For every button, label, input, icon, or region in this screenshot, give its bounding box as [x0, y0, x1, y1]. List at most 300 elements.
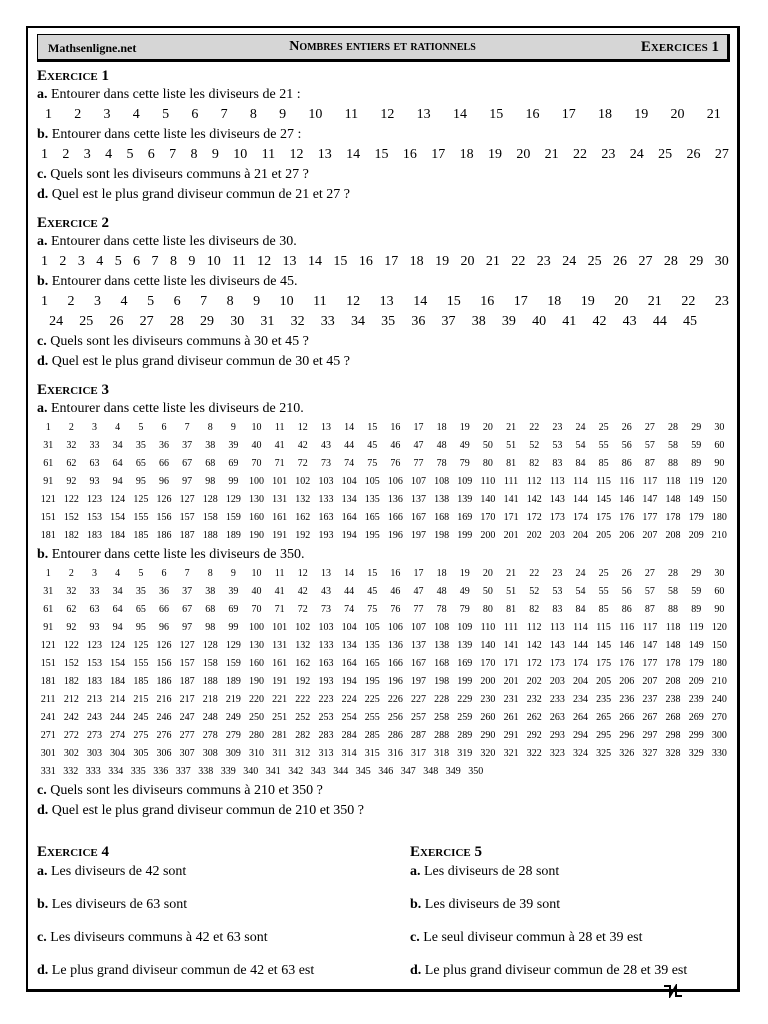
list-number[interactable]: 43 [320, 440, 331, 451]
list-number[interactable]: 105 [364, 622, 380, 633]
list-number[interactable]: 175 [596, 512, 612, 523]
list-number[interactable]: 77 [413, 458, 424, 469]
list-number[interactable]: 208 [665, 676, 681, 687]
list-number[interactable]: 40 [251, 440, 262, 451]
list-number[interactable]: 59 [691, 586, 702, 597]
list-number[interactable]: 223 [318, 694, 334, 705]
list-number[interactable]: 135 [364, 494, 380, 505]
list-number[interactable]: 187 [179, 676, 195, 687]
list-number[interactable]: 70 [251, 458, 262, 469]
list-number[interactable]: 147 [642, 640, 658, 651]
list-number[interactable]: 185 [133, 530, 149, 541]
list-number[interactable]: 52 [529, 440, 540, 451]
list-number[interactable]: 5 [138, 422, 144, 433]
list-number[interactable]: 21 [506, 568, 517, 579]
list-number[interactable]: 324 [572, 748, 588, 759]
list-number[interactable]: 252 [295, 712, 311, 723]
list-number[interactable]: 22 [681, 294, 696, 309]
list-number[interactable]: 174 [572, 658, 588, 669]
list-number[interactable]: 15 [489, 107, 504, 122]
list-number[interactable]: 219 [225, 694, 241, 705]
list-number[interactable]: 233 [549, 694, 565, 705]
list-number[interactable]: 197 [411, 530, 426, 541]
list-number[interactable]: 275 [133, 730, 149, 741]
list-number[interactable]: 322 [526, 748, 542, 759]
list-number[interactable]: 1 [45, 422, 51, 433]
list-number[interactable]: 122 [63, 494, 79, 505]
list-number[interactable]: 38 [205, 586, 216, 597]
list-number[interactable]: 199 [457, 530, 473, 541]
list-number[interactable]: 78 [436, 458, 447, 469]
list-number[interactable]: 48 [436, 586, 447, 597]
list-number[interactable]: 13 [320, 568, 331, 579]
list-number[interactable]: 19 [634, 107, 649, 122]
list-number[interactable]: 5 [126, 147, 134, 162]
list-number[interactable]: 162 [295, 658, 311, 669]
list-number[interactable]: 181 [40, 676, 56, 687]
list-number[interactable]: 23 [601, 147, 616, 162]
list-number[interactable]: 131 [272, 640, 288, 651]
list-number[interactable]: 2 [74, 107, 82, 122]
list-number[interactable]: 45 [367, 586, 378, 597]
list-number[interactable]: 33 [89, 440, 100, 451]
list-number[interactable]: 9 [279, 107, 287, 122]
list-number[interactable]: 93 [89, 476, 100, 487]
list-number[interactable]: 15 [333, 254, 348, 269]
list-number[interactable]: 90 [714, 604, 725, 615]
list-number[interactable]: 8 [190, 147, 198, 162]
list-number[interactable]: 168 [434, 512, 450, 523]
list-number[interactable]: 91 [43, 476, 54, 487]
list-number[interactable]: 19 [435, 254, 450, 269]
list-number[interactable]: 18 [436, 422, 447, 433]
list-number[interactable]: 328 [665, 748, 681, 759]
list-number[interactable]: 37 [182, 440, 193, 451]
list-number[interactable]: 116 [619, 622, 635, 633]
list-number[interactable]: 333 [85, 766, 101, 777]
list-number[interactable]: 42 [592, 314, 607, 329]
list-number[interactable]: 314 [341, 748, 357, 759]
list-number[interactable]: 1 [41, 294, 48, 309]
list-number[interactable]: 125 [133, 640, 149, 651]
list-number[interactable]: 25 [598, 422, 609, 433]
list-number[interactable]: 154 [110, 512, 126, 523]
list-number[interactable]: 212 [63, 694, 79, 705]
list-number[interactable]: 295 [596, 730, 612, 741]
list-number[interactable]: 101 [272, 622, 288, 633]
list-number[interactable]: 90 [714, 458, 725, 469]
list-number[interactable]: 21 [506, 422, 517, 433]
list-number[interactable]: 96 [158, 476, 169, 487]
list-number[interactable]: 161 [272, 512, 288, 523]
list-number[interactable]: 196 [387, 530, 403, 541]
list-number[interactable]: 7 [169, 147, 177, 162]
list-number[interactable]: 97 [182, 622, 193, 633]
list-number[interactable]: 280 [249, 730, 265, 741]
list-number[interactable]: 312 [295, 748, 311, 759]
list-number[interactable]: 257 [411, 712, 426, 723]
list-number[interactable]: 227 [411, 694, 426, 705]
list-number[interactable]: 258 [434, 712, 450, 723]
list-number[interactable]: 19 [459, 568, 470, 579]
list-number[interactable]: 38 [205, 440, 216, 451]
list-number[interactable]: 32 [290, 314, 305, 329]
list-number[interactable]: 13 [379, 294, 394, 309]
list-number[interactable]: 239 [688, 694, 704, 705]
list-number[interactable]: 17 [513, 294, 528, 309]
list-number[interactable]: 133 [318, 640, 334, 651]
list-number[interactable]: 6 [147, 147, 155, 162]
list-number[interactable]: 17 [431, 147, 446, 162]
list-number[interactable]: 11 [344, 107, 359, 122]
list-number[interactable]: 39 [228, 440, 239, 451]
list-number[interactable]: 51 [506, 586, 517, 597]
list-number[interactable]: 191 [272, 676, 288, 687]
list-number[interactable]: 124 [110, 640, 126, 651]
list-number[interactable]: 119 [688, 622, 704, 633]
list-number[interactable]: 40 [251, 586, 262, 597]
list-number[interactable]: 193 [318, 676, 334, 687]
list-number[interactable]: 213 [87, 694, 103, 705]
list-number[interactable]: 134 [341, 640, 357, 651]
list-number[interactable]: 44 [344, 440, 355, 451]
list-number[interactable]: 67 [182, 604, 193, 615]
list-number[interactable]: 344 [333, 766, 349, 777]
list-number[interactable]: 330 [711, 748, 727, 759]
list-number[interactable]: 336 [153, 766, 169, 777]
list-number[interactable]: 65 [135, 604, 146, 615]
list-number[interactable]: 92 [66, 622, 77, 633]
list-number[interactable]: 297 [642, 730, 658, 741]
list-number[interactable]: 166 [387, 658, 403, 669]
list-number[interactable]: 323 [549, 748, 565, 759]
list-number[interactable]: 3 [92, 422, 98, 433]
list-number[interactable]: 350 [468, 766, 484, 777]
list-number[interactable]: 249 [225, 712, 241, 723]
list-number[interactable]: 14 [344, 568, 355, 579]
list-number[interactable]: 337 [175, 766, 191, 777]
list-number[interactable]: 97 [182, 476, 193, 487]
list-number[interactable]: 345 [355, 766, 371, 777]
list-number[interactable]: 189 [225, 530, 241, 541]
list-number[interactable]: 140 [480, 494, 496, 505]
list-number[interactable]: 186 [156, 676, 172, 687]
list-number[interactable]: 71 [274, 458, 285, 469]
list-number[interactable]: 331 [40, 766, 56, 777]
list-number[interactable]: 70 [251, 604, 262, 615]
list-number[interactable]: 35 [381, 314, 396, 329]
list-number[interactable]: 302 [63, 748, 79, 759]
list-number[interactable]: 72 [297, 604, 308, 615]
list-number[interactable]: 138 [434, 494, 450, 505]
list-number[interactable]: 253 [318, 712, 334, 723]
list-number[interactable]: 68 [205, 458, 216, 469]
list-number[interactable]: 137 [411, 494, 426, 505]
list-number[interactable]: 203 [549, 530, 565, 541]
list-number[interactable]: 305 [133, 748, 149, 759]
list-number[interactable]: 21 [485, 254, 500, 269]
list-number[interactable]: 2 [59, 254, 67, 269]
list-number[interactable]: 54 [575, 586, 586, 597]
list-number[interactable]: 184 [110, 676, 126, 687]
list-number[interactable]: 30 [714, 568, 725, 579]
list-number[interactable]: 341 [265, 766, 281, 777]
list-number[interactable]: 139 [457, 640, 473, 651]
list-number[interactable]: 24 [575, 422, 586, 433]
list-number[interactable]: 273 [87, 730, 103, 741]
list-number[interactable]: 20 [614, 294, 629, 309]
list-number[interactable]: 3 [83, 147, 91, 162]
list-number[interactable]: 84 [575, 604, 586, 615]
list-number[interactable]: 157 [179, 512, 195, 523]
list-number[interactable]: 106 [387, 476, 403, 487]
list-number[interactable]: 61 [43, 604, 54, 615]
list-number[interactable]: 149 [688, 494, 704, 505]
list-number[interactable]: 4 [132, 107, 140, 122]
list-number[interactable]: 2 [68, 568, 74, 579]
list-number[interactable]: 9 [230, 422, 236, 433]
list-number[interactable]: 281 [272, 730, 288, 741]
list-number[interactable]: 39 [501, 314, 516, 329]
list-number[interactable]: 193 [318, 530, 334, 541]
list-number[interactable]: 237 [642, 694, 658, 705]
list-number[interactable]: 51 [506, 440, 517, 451]
list-number[interactable]: 150 [711, 640, 727, 651]
list-number[interactable]: 255 [364, 712, 380, 723]
list-number[interactable]: 25 [587, 254, 602, 269]
list-number[interactable]: 88 [668, 458, 679, 469]
list-number[interactable]: 101 [272, 476, 288, 487]
list-number[interactable]: 114 [573, 476, 588, 487]
list-number[interactable]: 327 [642, 748, 658, 759]
list-number[interactable]: 86 [621, 458, 632, 469]
list-number[interactable]: 104 [341, 622, 357, 633]
list-number[interactable]: 340 [243, 766, 259, 777]
list-number[interactable]: 205 [596, 676, 612, 687]
list-number[interactable]: 12 [297, 568, 308, 579]
list-number[interactable]: 306 [156, 748, 172, 759]
list-number[interactable]: 30 [714, 254, 729, 269]
list-number[interactable]: 243 [87, 712, 103, 723]
list-number[interactable]: 205 [596, 530, 612, 541]
list-number[interactable]: 29 [691, 568, 702, 579]
list-number[interactable]: 151 [40, 658, 56, 669]
list-number[interactable]: 54 [575, 440, 586, 451]
list-number[interactable]: 83 [552, 604, 563, 615]
list-number[interactable]: 247 [179, 712, 195, 723]
list-number[interactable]: 52 [529, 586, 540, 597]
list-number[interactable]: 92 [66, 476, 77, 487]
list-number[interactable]: 8 [207, 568, 213, 579]
list-number[interactable]: 160 [249, 512, 265, 523]
list-number[interactable]: 14 [307, 254, 322, 269]
list-number[interactable]: 169 [457, 512, 473, 523]
list-number[interactable]: 270 [711, 712, 727, 723]
list-number[interactable]: 99 [228, 622, 239, 633]
list-number[interactable]: 325 [596, 748, 612, 759]
list-number[interactable]: 199 [457, 676, 473, 687]
list-number[interactable]: 301 [40, 748, 56, 759]
list-number[interactable]: 11 [274, 422, 285, 433]
list-number[interactable]: 126 [156, 494, 172, 505]
list-number[interactable]: 236 [619, 694, 635, 705]
list-number[interactable]: 32 [66, 586, 77, 597]
list-number[interactable]: 296 [619, 730, 635, 741]
list-number[interactable]: 132 [295, 494, 311, 505]
list-number[interactable]: 112 [526, 622, 542, 633]
list-number[interactable]: 28 [668, 568, 679, 579]
list-number[interactable]: 157 [179, 658, 195, 669]
list-number[interactable]: 122 [63, 640, 79, 651]
list-number[interactable]: 93 [89, 622, 100, 633]
list-number[interactable]: 170 [480, 512, 496, 523]
list-number[interactable]: 166 [387, 512, 403, 523]
list-number[interactable]: 298 [665, 730, 681, 741]
list-number[interactable]: 274 [110, 730, 126, 741]
list-number[interactable]: 269 [688, 712, 704, 723]
list-number[interactable]: 272 [63, 730, 79, 741]
list-number[interactable]: 169 [457, 658, 473, 669]
list-number[interactable]: 74 [344, 604, 355, 615]
list-number[interactable]: 141 [503, 640, 519, 651]
list-number[interactable]: 283 [318, 730, 334, 741]
list-number[interactable]: 47 [413, 440, 424, 451]
list-number[interactable]: 245 [133, 712, 149, 723]
list-number[interactable]: 313 [318, 748, 334, 759]
list-number[interactable]: 201 [503, 676, 519, 687]
list-number[interactable]: 202 [526, 676, 542, 687]
list-number[interactable]: 318 [434, 748, 450, 759]
list-number[interactable]: 95 [135, 622, 146, 633]
list-number[interactable]: 71 [274, 604, 285, 615]
list-number[interactable]: 211 [40, 694, 56, 705]
list-number[interactable]: 106 [387, 622, 403, 633]
list-number[interactable]: 81 [506, 458, 517, 469]
list-number[interactable]: 18 [459, 147, 474, 162]
list-number[interactable]: 231 [503, 694, 519, 705]
list-number[interactable]: 61 [43, 458, 54, 469]
list-number[interactable]: 41 [274, 586, 285, 597]
list-number[interactable]: 240 [711, 694, 727, 705]
list-number[interactable]: 76 [390, 604, 401, 615]
list-number[interactable]: 346 [378, 766, 394, 777]
list-number[interactable]: 6 [191, 107, 199, 122]
list-number[interactable]: 120 [711, 622, 727, 633]
list-number[interactable]: 254 [341, 712, 357, 723]
list-number[interactable]: 36 [411, 314, 426, 329]
list-number[interactable]: 348 [423, 766, 439, 777]
list-number[interactable]: 20 [516, 147, 531, 162]
list-number[interactable]: 123 [87, 494, 103, 505]
list-number[interactable]: 18 [547, 294, 562, 309]
list-number[interactable]: 63 [89, 604, 100, 615]
list-number[interactable]: 32 [66, 440, 77, 451]
list-number[interactable]: 15 [374, 147, 389, 162]
list-number[interactable]: 13 [282, 254, 297, 269]
list-number[interactable]: 13 [320, 422, 331, 433]
list-number[interactable]: 276 [156, 730, 172, 741]
list-number[interactable]: 190 [249, 676, 265, 687]
list-number[interactable]: 286 [387, 730, 403, 741]
list-number[interactable]: 11 [232, 254, 246, 269]
list-number[interactable]: 63 [89, 458, 100, 469]
list-number[interactable]: 141 [503, 494, 519, 505]
list-number[interactable]: 334 [108, 766, 124, 777]
list-number[interactable]: 23 [552, 422, 563, 433]
list-number[interactable]: 111 [503, 476, 519, 487]
list-number[interactable]: 156 [156, 512, 172, 523]
list-number[interactable]: 18 [409, 254, 424, 269]
list-number[interactable]: 114 [573, 622, 588, 633]
list-number[interactable]: 78 [436, 604, 447, 615]
list-number[interactable]: 137 [411, 640, 426, 651]
list-number[interactable]: 294 [572, 730, 588, 741]
list-number[interactable]: 16 [390, 568, 401, 579]
list-number[interactable]: 277 [179, 730, 195, 741]
list-number[interactable]: 49 [459, 440, 470, 451]
list-number[interactable]: 172 [526, 512, 542, 523]
list-number[interactable]: 220 [249, 694, 265, 705]
list-number[interactable]: 10 [308, 107, 323, 122]
list-number[interactable]: 81 [506, 604, 517, 615]
list-number[interactable]: 2 [67, 294, 75, 309]
list-number[interactable]: 7 [184, 568, 190, 579]
list-number[interactable]: 206 [619, 530, 635, 541]
list-number[interactable]: 22 [529, 568, 540, 579]
list-number[interactable]: 27 [644, 422, 655, 433]
list-number[interactable]: 148 [665, 494, 681, 505]
list-number[interactable]: 130 [249, 640, 265, 651]
list-number[interactable]: 303 [87, 748, 103, 759]
list-number[interactable]: 3 [94, 294, 102, 309]
list-number[interactable]: 34 [112, 586, 123, 597]
list-number[interactable]: 12 [297, 422, 308, 433]
list-number[interactable]: 15 [367, 568, 378, 579]
list-number[interactable]: 246 [156, 712, 172, 723]
list-number[interactable]: 8 [207, 422, 213, 433]
list-number[interactable]: 80 [482, 604, 493, 615]
list-number[interactable]: 41 [562, 314, 577, 329]
list-number[interactable]: 188 [202, 530, 218, 541]
list-number[interactable]: 19 [580, 294, 595, 309]
list-number[interactable]: 36 [158, 586, 169, 597]
list-number[interactable]: 47 [413, 586, 424, 597]
list-number[interactable]: 21 [647, 294, 662, 309]
list-number[interactable]: 82 [529, 458, 540, 469]
list-number[interactable]: 152 [63, 658, 79, 669]
list-number[interactable]: 19 [459, 422, 470, 433]
list-number[interactable]: 155 [133, 512, 149, 523]
list-number[interactable]: 103 [318, 622, 334, 633]
list-number[interactable]: 16 [358, 254, 373, 269]
list-number[interactable]: 172 [526, 658, 542, 669]
list-number[interactable]: 5 [138, 568, 144, 579]
list-number[interactable]: 16 [480, 294, 495, 309]
list-number[interactable]: 39 [228, 586, 239, 597]
list-number[interactable]: 292 [526, 730, 542, 741]
list-number[interactable]: 176 [619, 658, 635, 669]
list-number[interactable]: 2 [68, 422, 74, 433]
list-number[interactable]: 278 [202, 730, 218, 741]
list-number[interactable]: 84 [575, 458, 586, 469]
list-number[interactable]: 44 [652, 314, 667, 329]
list-number[interactable]: 20 [482, 422, 493, 433]
list-number[interactable]: 151 [40, 512, 56, 523]
list-number[interactable]: 40 [532, 314, 547, 329]
list-number[interactable]: 136 [387, 640, 403, 651]
list-number[interactable]: 191 [272, 530, 288, 541]
list-number[interactable]: 145 [596, 494, 612, 505]
